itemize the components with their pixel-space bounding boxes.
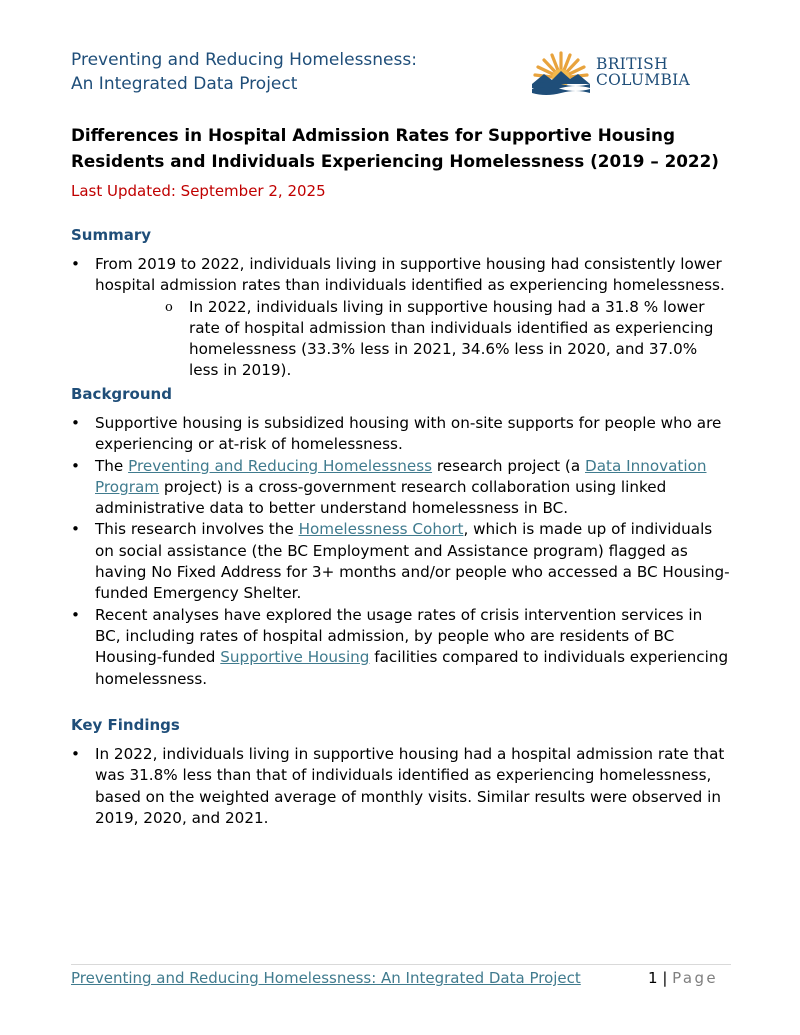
background-bullet xyxy=(71,519,731,604)
footer-divider xyxy=(71,964,731,965)
bc-logo-line2: COLUMBIA xyxy=(596,71,691,89)
summary-bullet xyxy=(71,254,731,382)
bc-logo-text xyxy=(596,56,690,88)
project-title-line1: Preventing and Reducing Homelessness: xyxy=(71,50,417,70)
preventing-reducing-homelessness-link[interactable]: Preventing and Reducing Homelessness xyxy=(128,456,433,475)
summary-sub-bullet: o In 2022, individuals living in supportive housing had a 31.8 % lower rate of hospital admission than individuals identified as experiencing homelessness (33.3% less in 2021, 34.6% less in 2020, and 37.0% less in 2019). xyxy=(165,297,731,382)
page-number-value: 1 xyxy=(648,969,658,987)
page-number xyxy=(648,967,718,989)
bullet-text: The xyxy=(95,456,129,475)
supportive-housing-link[interactable]: Supportive Housing xyxy=(220,648,370,667)
data-innovation-program-link[interactable]: Data Innovation Program xyxy=(95,456,707,496)
page-separator: | xyxy=(657,969,673,987)
key-findings-bullet: • In 2022, individuals living in supportive housing had a hospital admission rate that was 31.8% less than that of individuals identified as experiencing homelessness, based on the weighted average of monthly visits. Similar results were observed in 2019, 2020, and 2021. xyxy=(71,744,731,829)
summary-sublist xyxy=(95,297,731,382)
footer-project-link[interactable]: Preventing and Reducing Homelessness: An Integrated Data Project xyxy=(71,969,581,987)
bullet-text: Recent analyses have explored the usage rates of crisis intervention services in BC, including rates of hospital admission, by people who are residents of BC Housing-funded xyxy=(95,605,703,667)
document-title-line1: Differences in Hospital Admission Rates for Supportive Housing xyxy=(71,125,675,145)
project-title-line2: An Integrated Data Project xyxy=(71,74,298,94)
bc-government-logo xyxy=(530,50,695,96)
background-bullet xyxy=(71,456,731,520)
background-bullet xyxy=(71,605,731,690)
key-findings-heading: Key Findings xyxy=(71,716,180,734)
background-list xyxy=(71,413,731,690)
document-title xyxy=(71,122,751,174)
summary-bullet-text: From 2019 to 2022, individuals living in supportive housing had consistently lower hospital admission rates than individuals identified as experiencing homelessness. xyxy=(95,255,725,295)
page-word: Page xyxy=(672,969,719,987)
bullet-text: project) is a cross-government research collaboration using linked administrative data to better understand homelessness in BC. xyxy=(95,477,667,518)
last-updated-date: Last Updated: September 2, 2025 xyxy=(71,182,326,200)
summary-heading: Summary xyxy=(71,226,152,244)
bullet-text: , which is made up of individuals on social assistance (the BC Employment and Assistance program) flagged as having No Fixed Address for 3+ months and/or people who accessed a BC Housing-funded Emergency Shelter. xyxy=(95,520,730,603)
background-bullet: • Supportive housing is subsidized housing with on-site supports for people who are experiencing or at-risk of homelessness. xyxy=(71,413,731,456)
bc-sun-mountains-icon xyxy=(530,50,592,96)
bullet-text: This research involves the xyxy=(95,520,299,539)
background-heading: Background xyxy=(71,385,172,403)
bullet-text: facilities compared to individuals experiencing homelessness. xyxy=(95,648,729,688)
key-findings-list xyxy=(71,744,731,829)
document-title-line2: Residents and Individuals Experiencing Homelessness (2019 – 2022) xyxy=(71,151,719,171)
summary-list xyxy=(71,254,731,382)
homelessness-cohort-link[interactable]: Homelessness Cohort xyxy=(298,520,464,539)
bc-logo-line1: BRITISH xyxy=(596,55,668,73)
project-title xyxy=(71,48,417,96)
bullet-text: research project (a xyxy=(432,456,585,475)
